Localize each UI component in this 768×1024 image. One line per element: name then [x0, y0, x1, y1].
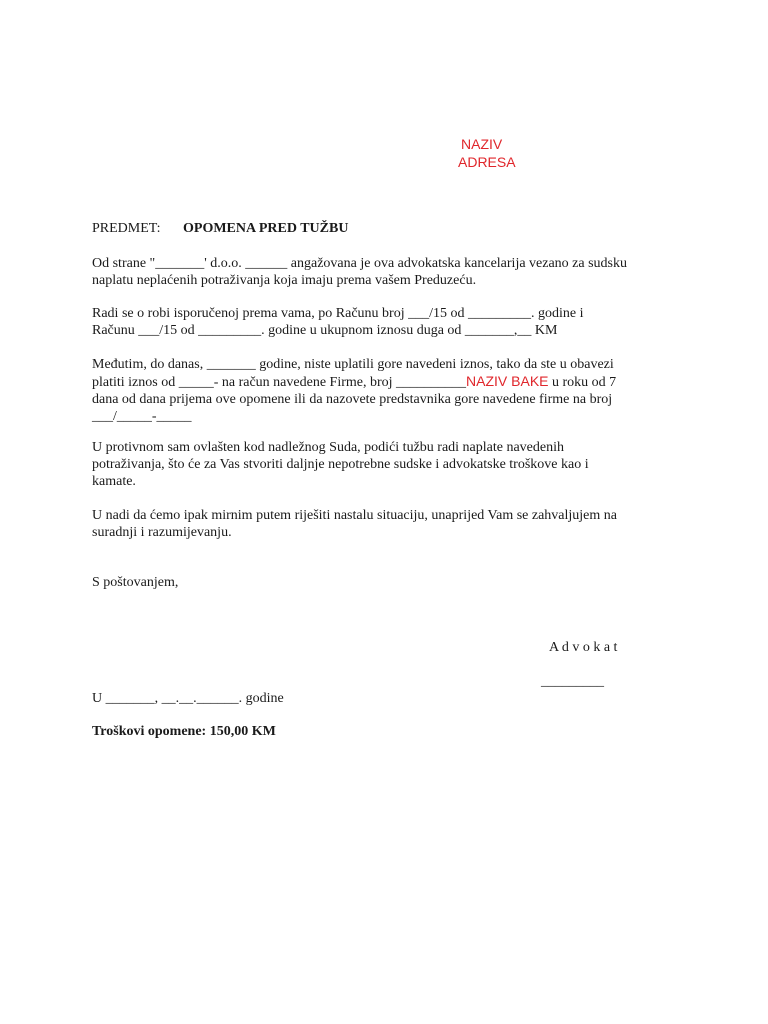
place-date-line: U _______, __.__.______. godine	[92, 691, 284, 706]
signature-title: A d v o k a t	[549, 640, 618, 655]
paragraph-closing-hope	[92, 507, 617, 541]
paragraph-line: suradnji i razumijevanju.	[92, 525, 232, 540]
paragraph-line: U protivnom sam ovlašten kod nadležnog Suda, podići tužbu radi naplate navedenih	[92, 440, 564, 455]
paragraph-line: Računu ___/15 od _________. godine u ukupnom iznosu duga od _______,__ KM	[92, 323, 558, 338]
recipient-name: NAZIV	[461, 136, 503, 152]
paragraph-line: U nadi da ćemo ipak mirnim putem riješiti nastalu situaciju, unaprijed Vam se zahvaljujem na	[92, 508, 617, 523]
paragraph-lawsuit-warning	[92, 439, 589, 490]
paragraph-line: naplatu neplaćenih potraživanja koja imaju prema vašem Preduzeću.	[92, 273, 477, 288]
bank-name: NAZIV BAKE	[466, 373, 549, 389]
closing-salutation: S poštovanjem,	[92, 575, 179, 590]
paragraph-line: Radi se o robi isporučenoj prema vama, po Računu broj ___/15 od _________. godine i	[92, 306, 584, 321]
paragraph-line: ___/_____-_____	[92, 409, 192, 424]
paragraph-line: kamate.	[92, 474, 136, 489]
paragraph-line	[92, 373, 616, 391]
paragraph-line: Međutim, do danas, _______ godine, niste uplatili gore navedeni iznos, tako da ste u obavezi	[92, 357, 614, 372]
paragraph-engagement	[92, 255, 627, 289]
subject-title: OPOMENA PRED TUŽBU	[183, 221, 349, 236]
paragraph-line: potraživanja, što će za Vas stvoriti daljnje nepotrebne sudske i advokatske troškove kao i	[92, 457, 589, 472]
paragraph-invoices	[92, 305, 583, 339]
payment-deadline: u roku od 7	[548, 375, 617, 390]
recipient-address: ADRESA	[458, 154, 516, 170]
paragraph-line: Od strane "_______' d.o.o. ______ angažovana je ova advokatska kancelarija vezano za sudsku	[92, 256, 628, 271]
reminder-costs: Troškovi opomene: 150,00 KM	[92, 724, 276, 739]
paragraph-line: dana od dana prijema ove opomene ili da nazovete predstavnika gore navedene firme na broj	[92, 392, 613, 407]
paragraph-payment-demand	[92, 356, 616, 425]
subject-label: PREDMET:	[92, 221, 161, 236]
payment-text: platiti iznos od _____- na račun navedene Firme, broj __________	[92, 375, 467, 390]
signature-line: _________	[541, 674, 604, 689]
